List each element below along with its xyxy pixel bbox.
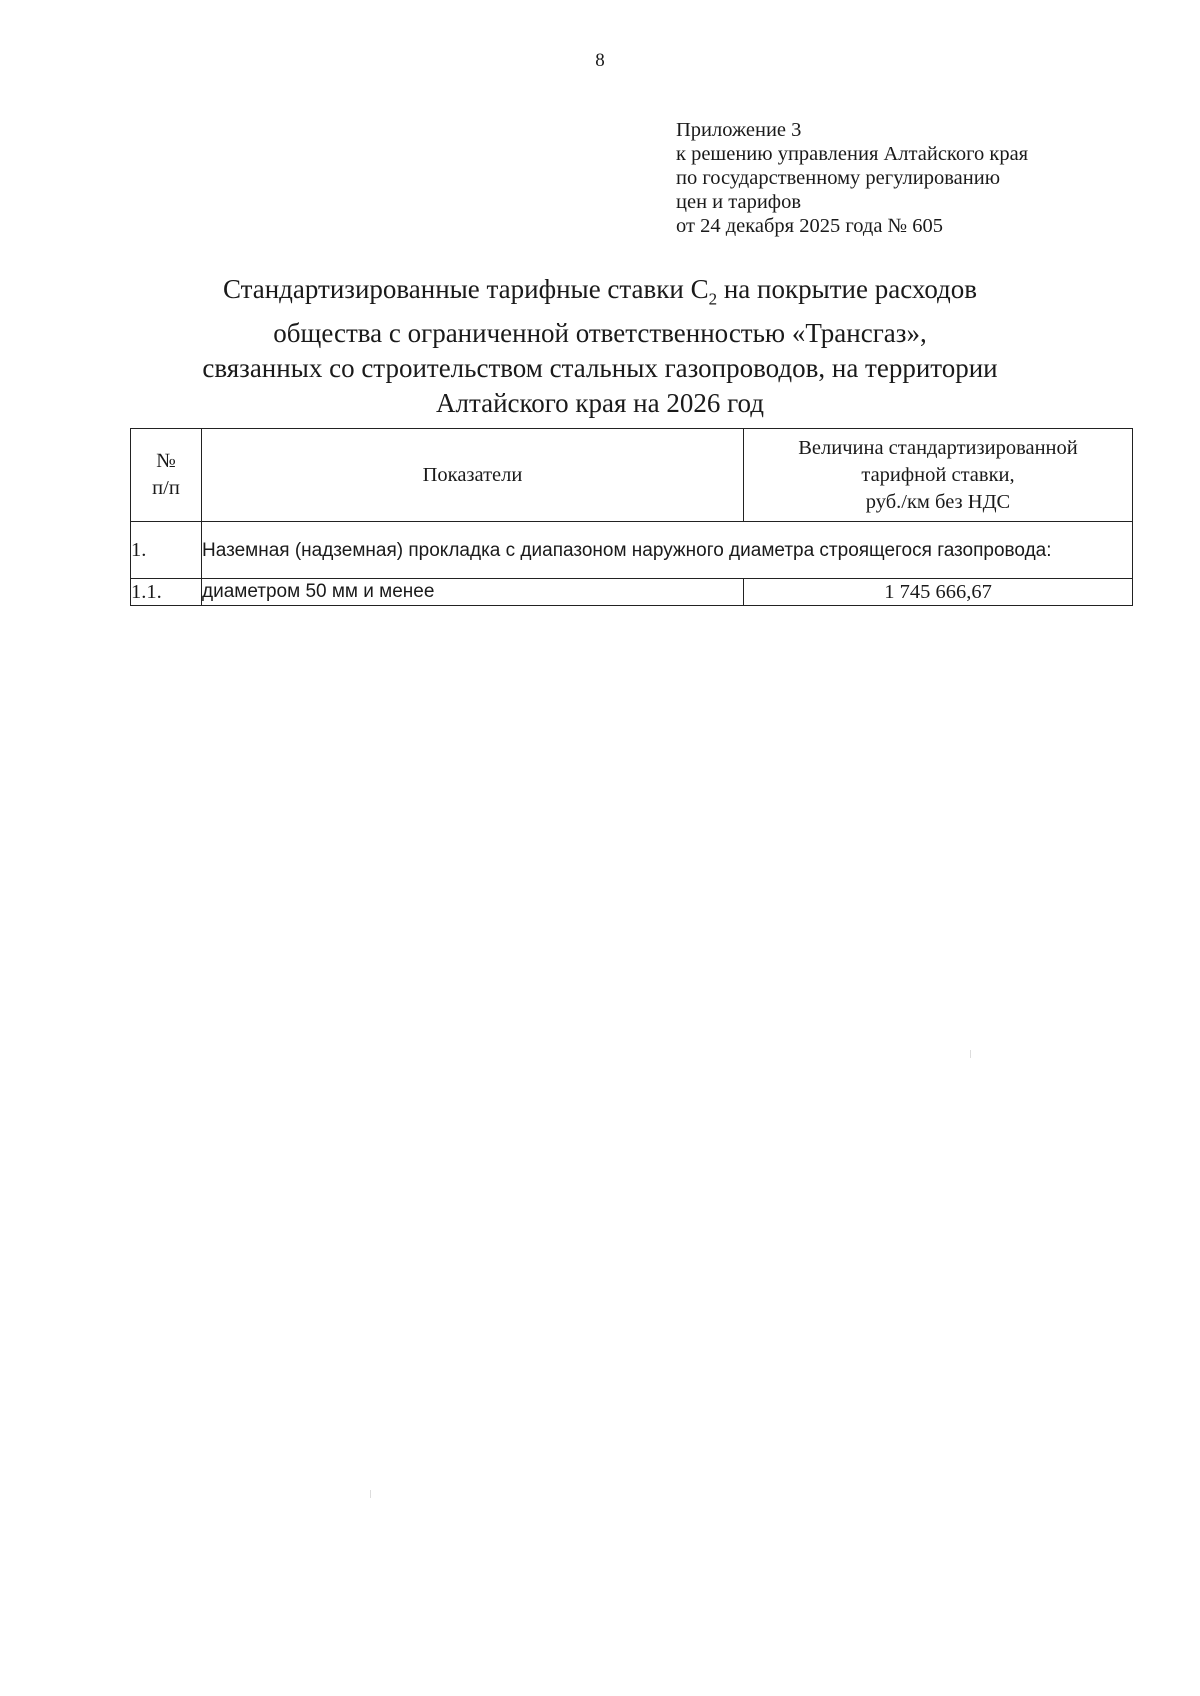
appendix-line: от 24 декабря 2025 года № 605 [676, 215, 943, 237]
row-indicator: диаметром 50 мм и менее [202, 579, 744, 606]
document-title [100, 272, 1100, 421]
row-number: 1.1. [131, 579, 202, 606]
table-header-row [131, 429, 1133, 522]
scan-artifact [370, 1490, 371, 1498]
header-indicators: Показатели [202, 429, 744, 522]
tariff-table [130, 428, 1133, 606]
table-row [131, 579, 1133, 606]
appendix-line: по государственному регулированию [676, 167, 1001, 189]
table-row [131, 522, 1133, 579]
appendix-line: Приложение 3 [676, 119, 802, 141]
appendix-line: цен и тарифов [676, 191, 802, 213]
title-line-2: общества с ограниченной ответственностью «Трансгаз», [273, 318, 927, 349]
row-value: 1 745 666,67 [744, 579, 1133, 606]
title-subscript: 2 [708, 289, 718, 309]
header-number: № п/п [131, 429, 202, 522]
page-number: 8 [595, 50, 605, 71]
header-value: Величина стандартизированной тарифной ставки, руб./км без НДС [744, 429, 1133, 522]
appendix-block [676, 118, 1028, 238]
row-number: 1. [131, 522, 202, 579]
title-line-4: Алтайского края на 2026 год [436, 388, 764, 419]
scan-artifact [970, 1050, 971, 1058]
title-line-1: Стандартизированные тарифные ставки $С_2$ на покрытие расходов [222, 274, 978, 309]
title-line-3: связанных со строительством стальных газопроводов, на территории [202, 353, 998, 384]
appendix-line: к решению управления Алтайского края [676, 143, 1029, 165]
row-indicator: Наземная (надземная) прокладка с диапазоном наружного диаметра строящегося газопровода: [202, 522, 1133, 579]
